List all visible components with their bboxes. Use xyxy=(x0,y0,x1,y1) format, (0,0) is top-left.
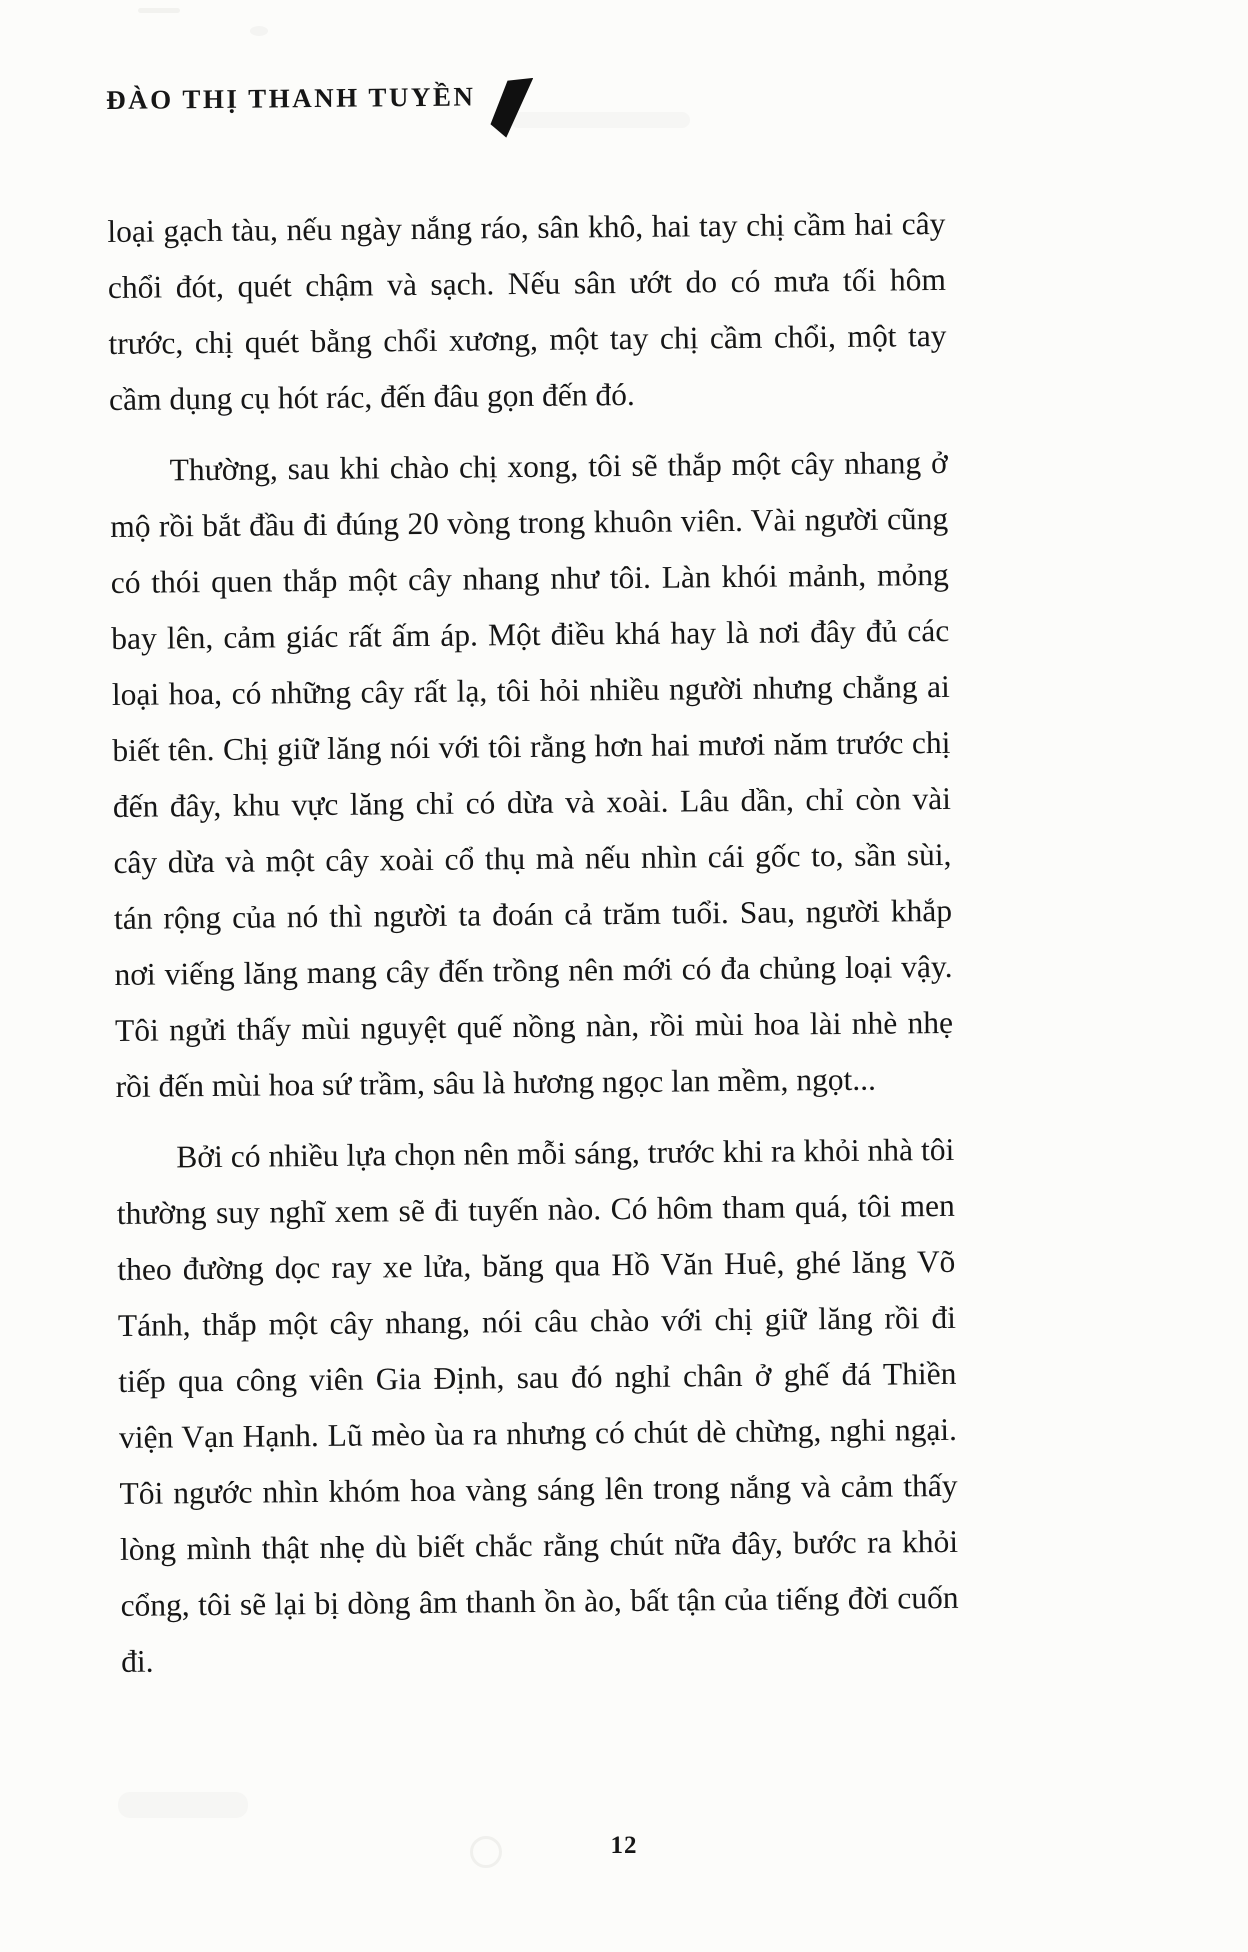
scan-artifact xyxy=(250,26,268,36)
pen-nib-icon xyxy=(487,78,534,140)
page-content xyxy=(106,76,959,1690)
paragraph: Thường, sau khi chào chị xong, tôi sẽ thắp một cây nhang ở mộ rồi bắt đầu đi đúng 20 vòng trong khuôn viên. Vài người cũng có thói quen thắp một cây nhang như tôi. Làn khói mảnh, mỏng bay lên, cảm giác rất ấm áp. Một điều khá hay là nơi đây đủ các loại hoa, có những cây rất lạ, tôi hỏi nhiều người nhưng chẳng ai biết tên. Chị giữ lăng nói với tôi rằng hơn hai mươi năm trước chị đến đây, khu vực lăng chỉ có dừa và xoài. Lâu dần, chỉ còn vài cây dừa và một cây xoài cổ thụ mà nếu nhìn cái gốc to, sần sùi, tán rộng của nó thì người ta đoán cả trăm tuổi. Sau, người khắp nơi viếng lăng mang cây đến trồng nên mới có đa chủng loại vậy. Tôi ngửi thấy mùi nguyệt quế nồng nàn, rồi mùi hoa lài nhè nhẹ rồi đến mùi hoa sứ trầm, sâu là hương ngọc lan mềm, ngọt... xyxy=(110,444,954,1104)
page-footer xyxy=(0,1832,1248,1860)
scan-artifact xyxy=(138,8,180,13)
paragraph: Bởi có nhiều lựa chọn nên mỗi sáng, trước khi ra khỏi nhà tôi thường suy nghĩ xem sẽ đi tuyến nào. Có hôm tham quá, tôi men theo đường dọc ray xe lửa, băng qua Hồ Văn Huê, ghé lăng Võ Tánh, thắp một cây nhang, nói câu chào với chị giữ lăng rồi đi tiếp qua công viên Gia Định, sau đó nghỉ chân ở ghế đá Thiền viện Vạn Hạnh. Lũ mèo ùa ra nhưng có chút dè chừng, nghi ngại. Tôi ngước nhìn khóm hoa vàng sáng lên trong nắng và cảm thấy lòng mình thật nhẹ dù biết chắc rằng chút nữa đây, bước ra khỏi cổng, tôi sẽ lại bị dòng âm thanh ồn ào, bất tận của tiếng đời cuốn đi. xyxy=(116,1131,959,1679)
running-head xyxy=(106,76,945,144)
paragraph: loại gạch tàu, nếu ngày nắng ráo, sân khô, hai tay chị cầm hai cây chổi đót, quét chậm và sạch. Nếu sân ướt do có mưa tối hôm trước, chị quét bằng chổi xương, một tay chị cầm chổi, một tay cầm dụng cụ hót rác, đến đâu gọn đến đó. xyxy=(107,205,947,417)
author-name: ĐÀO THỊ THANH TUYỀN xyxy=(106,81,476,115)
scan-artifact xyxy=(118,1792,248,1818)
page-number: 12 xyxy=(610,1832,638,1859)
body-text xyxy=(107,196,959,1690)
